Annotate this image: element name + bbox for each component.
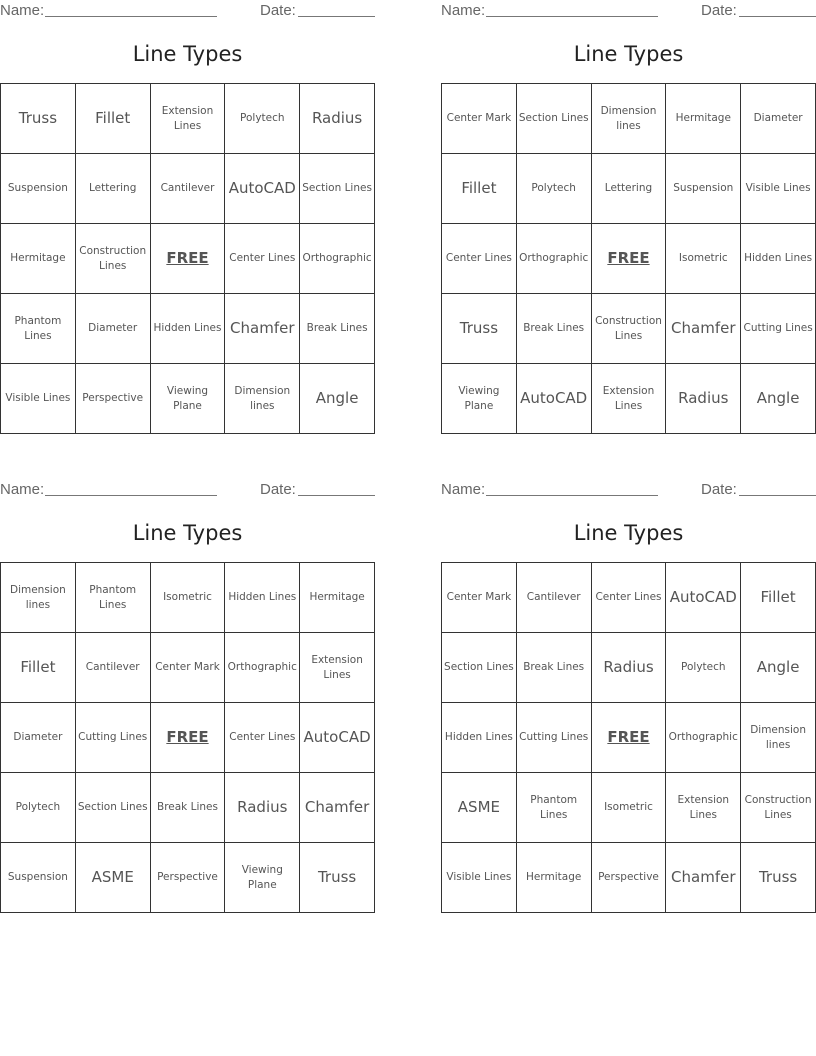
bingo-cell[interactable]: Radius (666, 364, 741, 434)
bingo-cell[interactable]: Section Lines (517, 84, 592, 154)
free-space-cell[interactable]: FREE (151, 703, 226, 773)
card-title: Line Types (132, 521, 243, 545)
bingo-cell[interactable]: AutoCAD (225, 154, 300, 224)
bingo-cell[interactable]: Diameter (1, 703, 76, 773)
bingo-card-3 (0, 479, 375, 913)
bingo-cell[interactable]: Break Lines (517, 294, 592, 364)
bingo-cell[interactable]: Polytech (1, 773, 76, 843)
bingo-cell[interactable]: Fillet (442, 154, 517, 224)
bingo-cell[interactable]: Orthographic (517, 224, 592, 294)
bingo-cell[interactable]: Center Lines (442, 224, 517, 294)
bingo-cell[interactable]: Radius (592, 633, 667, 703)
bingo-cell[interactable]: Cantilever (517, 563, 592, 633)
bingo-cell[interactable]: Hermitage (1, 224, 76, 294)
bingo-cell[interactable]: Truss (442, 294, 517, 364)
free-space-cell[interactable]: FREE (592, 703, 667, 773)
bingo-cell[interactable]: Viewing Plane (225, 843, 300, 913)
bingo-cell[interactable]: Phantom Lines (76, 563, 151, 633)
bingo-cell[interactable]: Fillet (741, 563, 816, 633)
date-blank-line[interactable] (739, 16, 816, 17)
bingo-cell[interactable]: Section Lines (76, 773, 151, 843)
bingo-cell[interactable]: Radius (225, 773, 300, 843)
card-title: Line Types (132, 42, 243, 66)
bingo-grid (441, 83, 816, 434)
bingo-cell[interactable]: Section Lines (300, 154, 375, 224)
bingo-cell[interactable]: Construction Lines (592, 294, 667, 364)
bingo-card-2 (441, 0, 816, 434)
bingo-cell[interactable]: AutoCAD (300, 703, 375, 773)
bingo-cell[interactable]: Chamfer (300, 773, 375, 843)
free-space-cell[interactable]: FREE (592, 224, 667, 294)
bingo-cell[interactable]: Suspension (1, 154, 76, 224)
date-label: Date: (701, 2, 737, 19)
date-blank-line[interactable] (298, 495, 375, 496)
free-space-cell[interactable]: FREE (151, 224, 226, 294)
bingo-cell[interactable]: Cantilever (76, 633, 151, 703)
bingo-cell[interactable]: Chamfer (666, 843, 741, 913)
bingo-grid (0, 83, 375, 434)
bingo-cell[interactable]: Extension Lines (592, 364, 667, 434)
bingo-cell[interactable]: Center Mark (151, 633, 226, 703)
name-label: Name: (0, 2, 45, 19)
bingo-cell[interactable]: Diameter (741, 84, 816, 154)
bingo-cell[interactable]: Hidden Lines (151, 294, 226, 364)
bingo-cell[interactable]: Lettering (592, 154, 667, 224)
date-label: Date: (701, 481, 737, 498)
bingo-cell[interactable]: Perspective (76, 364, 151, 434)
bingo-cell[interactable]: Polytech (517, 154, 592, 224)
bingo-cell[interactable]: Fillet (76, 84, 151, 154)
bingo-cell[interactable]: Dimension lines (592, 84, 667, 154)
bingo-cell[interactable]: Polytech (225, 84, 300, 154)
date-label: Date: (260, 481, 296, 498)
date-label: Date: (260, 2, 296, 19)
bingo-cell[interactable]: Visible Lines (741, 154, 816, 224)
card-title: Line Types (573, 42, 684, 66)
bingo-cell[interactable]: Hermitage (517, 843, 592, 913)
bingo-cell[interactable]: Truss (1, 84, 76, 154)
name-blank-line[interactable] (486, 16, 658, 17)
bingo-cell[interactable]: Extension Lines (300, 633, 375, 703)
bingo-cell[interactable]: Phantom Lines (1, 294, 76, 364)
bingo-card-4 (441, 479, 816, 913)
bingo-cell[interactable]: Extension Lines (151, 84, 226, 154)
bingo-cell[interactable]: Section Lines (442, 633, 517, 703)
name-date-header (441, 0, 816, 22)
bingo-cell[interactable]: Suspension (1, 843, 76, 913)
bingo-cell[interactable]: Construction Lines (76, 224, 151, 294)
bingo-cell[interactable]: Viewing Plane (442, 364, 517, 434)
bingo-cell[interactable]: Construction Lines (741, 773, 816, 843)
bingo-cell[interactable]: Orthographic (225, 633, 300, 703)
bingo-grid (0, 562, 375, 913)
bingo-cell[interactable]: Break Lines (151, 773, 226, 843)
bingo-cell[interactable]: Dimension lines (741, 703, 816, 773)
name-date-header (441, 479, 816, 501)
bingo-cell[interactable]: Isometric (151, 563, 226, 633)
bingo-cell[interactable]: Phantom Lines (517, 773, 592, 843)
bingo-cell[interactable]: Center Lines (225, 703, 300, 773)
date-blank-line[interactable] (298, 16, 375, 17)
bingo-cell[interactable]: Hidden Lines (741, 224, 816, 294)
bingo-cell[interactable]: Isometric (666, 224, 741, 294)
bingo-cell[interactable]: Cantilever (151, 154, 226, 224)
date-blank-line[interactable] (739, 495, 816, 496)
bingo-cell[interactable]: Dimension lines (225, 364, 300, 434)
bingo-cell[interactable]: Perspective (151, 843, 226, 913)
bingo-cell[interactable]: Perspective (592, 843, 667, 913)
bingo-cell[interactable]: Dimension lines (1, 563, 76, 633)
bingo-cell[interactable]: Center Lines (225, 224, 300, 294)
bingo-cell[interactable]: Lettering (76, 154, 151, 224)
bingo-cell[interactable]: Polytech (666, 633, 741, 703)
bingo-cell[interactable]: Chamfer (666, 294, 741, 364)
bingo-cell[interactable]: Cutting Lines (517, 703, 592, 773)
bingo-cell[interactable]: Hermitage (300, 563, 375, 633)
bingo-cell[interactable]: ASME (76, 843, 151, 913)
name-date-header (0, 479, 375, 501)
name-blank-line[interactable] (45, 495, 217, 496)
name-label: Name: (441, 481, 486, 498)
bingo-cell[interactable]: Radius (300, 84, 375, 154)
bingo-grid (441, 562, 816, 913)
bingo-cell[interactable]: Suspension (666, 154, 741, 224)
bingo-cell[interactable]: Cutting Lines (76, 703, 151, 773)
bingo-cell[interactable]: AutoCAD (666, 563, 741, 633)
bingo-cell[interactable]: Truss (741, 843, 816, 913)
bingo-cell[interactable]: Orthographic (300, 224, 375, 294)
name-date-header (0, 0, 375, 22)
bingo-cell[interactable]: Hidden Lines (225, 563, 300, 633)
name-label: Name: (441, 2, 486, 19)
bingo-cell[interactable]: Visible Lines (1, 364, 76, 434)
name-blank-line[interactable] (45, 16, 217, 17)
bingo-cell[interactable]: AutoCAD (517, 364, 592, 434)
bingo-cell[interactable]: Isometric (592, 773, 667, 843)
bingo-cell[interactable]: Angle (741, 633, 816, 703)
bingo-cell[interactable]: Center Mark (442, 84, 517, 154)
bingo-cell[interactable]: Angle (741, 364, 816, 434)
bingo-cell[interactable]: Cutting Lines (741, 294, 816, 364)
bingo-cell[interactable]: Break Lines (300, 294, 375, 364)
bingo-cell[interactable]: Center Lines (592, 563, 667, 633)
bingo-cell[interactable]: Hidden Lines (442, 703, 517, 773)
bingo-cell[interactable]: Truss (300, 843, 375, 913)
bingo-cell[interactable]: Orthographic (666, 703, 741, 773)
bingo-cell[interactable]: Break Lines (517, 633, 592, 703)
bingo-cell[interactable]: ASME (442, 773, 517, 843)
bingo-cell[interactable]: Center Mark (442, 563, 517, 633)
bingo-cell[interactable]: Fillet (1, 633, 76, 703)
name-blank-line[interactable] (486, 495, 658, 496)
bingo-cell[interactable]: Diameter (76, 294, 151, 364)
name-label: Name: (0, 481, 45, 498)
card-title: Line Types (573, 521, 684, 545)
bingo-cell[interactable]: Visible Lines (442, 843, 517, 913)
bingo-card-1 (0, 0, 375, 434)
bingo-cell[interactable]: Angle (300, 364, 375, 434)
bingo-cell[interactable]: Viewing Plane (151, 364, 226, 434)
bingo-cell[interactable]: Chamfer (225, 294, 300, 364)
bingo-cell[interactable]: Hermitage (666, 84, 741, 154)
bingo-cell[interactable]: Extension Lines (666, 773, 741, 843)
